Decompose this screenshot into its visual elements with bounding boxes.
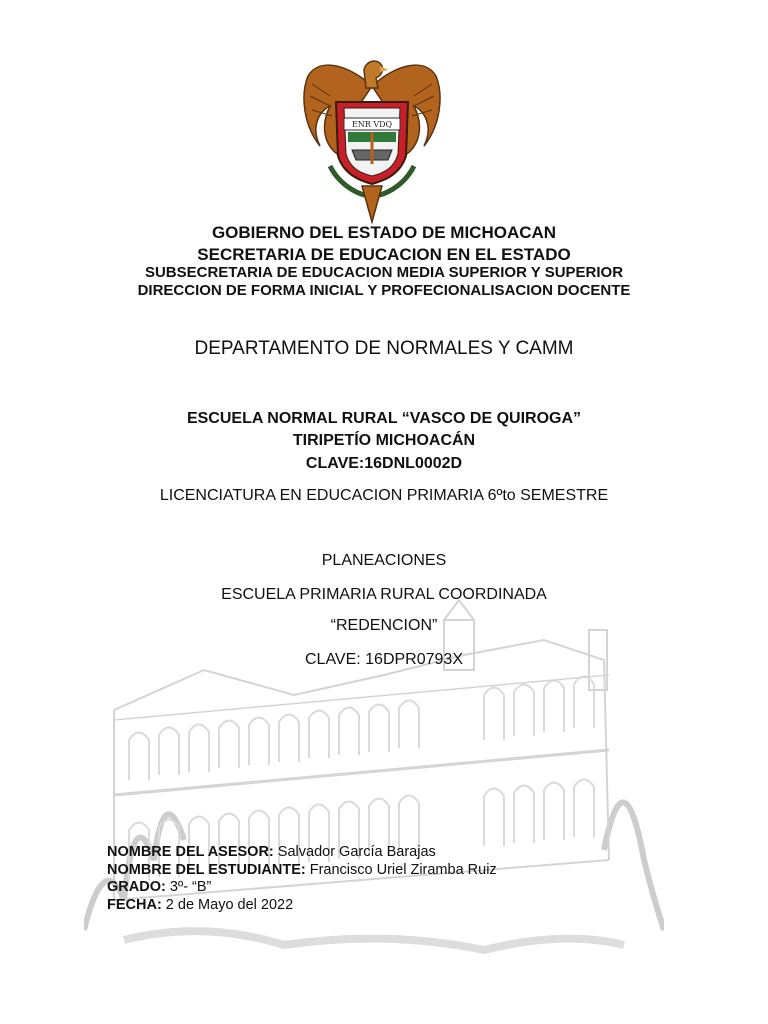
department-title: DEPARTAMENTO DE NORMALES Y CAMM [194, 338, 574, 359]
primary-school-name: ESCUELA PRIMARIA RURAL COORDINADA [221, 586, 547, 603]
school-name: ESCUELA NORMAL RURAL “VASCO DE QUIROGA” [186, 410, 582, 427]
fecha-label: FECHA: [107, 896, 162, 913]
grado-label: GRADO: [107, 879, 166, 895]
grado-row [107, 879, 497, 897]
asesor-label: NOMBRE DEL ASESOR: [107, 844, 274, 860]
grado-value: 3º- “B” [165, 879, 212, 895]
primary-school-quote: “REDENCION” [330, 617, 438, 634]
school-location: TIRIPETÍO MICHOACÁN [292, 432, 476, 449]
header-direccion: DIRECCION DE FORMA INICIAL Y PROFECIONALISACION DOCENTE [137, 282, 631, 299]
fecha-value: 2 de Mayo del 2022 [161, 896, 294, 913]
header-secretaria: SECRETARIA DE EDUCACION EN EL ESTADO [197, 245, 571, 264]
planning-title: PLANEACIONES [321, 552, 447, 569]
asesor-value: Salvador García Barajas [273, 844, 436, 860]
estudiante-value: Francisco Uriel Ziramba Ruiz [305, 861, 497, 878]
estudiante-row [107, 862, 497, 880]
crest-banner-text: ENR VDQ [351, 120, 393, 129]
estudiante-label: NOMBRE DEL ESTUDIANTE: [107, 861, 306, 878]
school-clave: CLAVE:16DNL0002D [305, 455, 463, 472]
degree-line: LICENCIATURA EN EDUCACION PRIMARIA 6ºto SEMESTRE [159, 487, 609, 504]
primary-school-clave: CLAVE: 16DPR0793X [304, 651, 463, 668]
asesor-row [107, 844, 497, 862]
header-subsecretaria: SUBSECRETARIA DE EDUCACION MEDIA SUPERIOR Y SUPERIOR [144, 264, 624, 281]
eagle-crest-emblem [300, 56, 444, 224]
header-government: GOBIERNO DEL ESTADO DE MICHOACAN [211, 223, 557, 242]
student-info-block [107, 844, 497, 914]
fecha-row [107, 897, 497, 915]
